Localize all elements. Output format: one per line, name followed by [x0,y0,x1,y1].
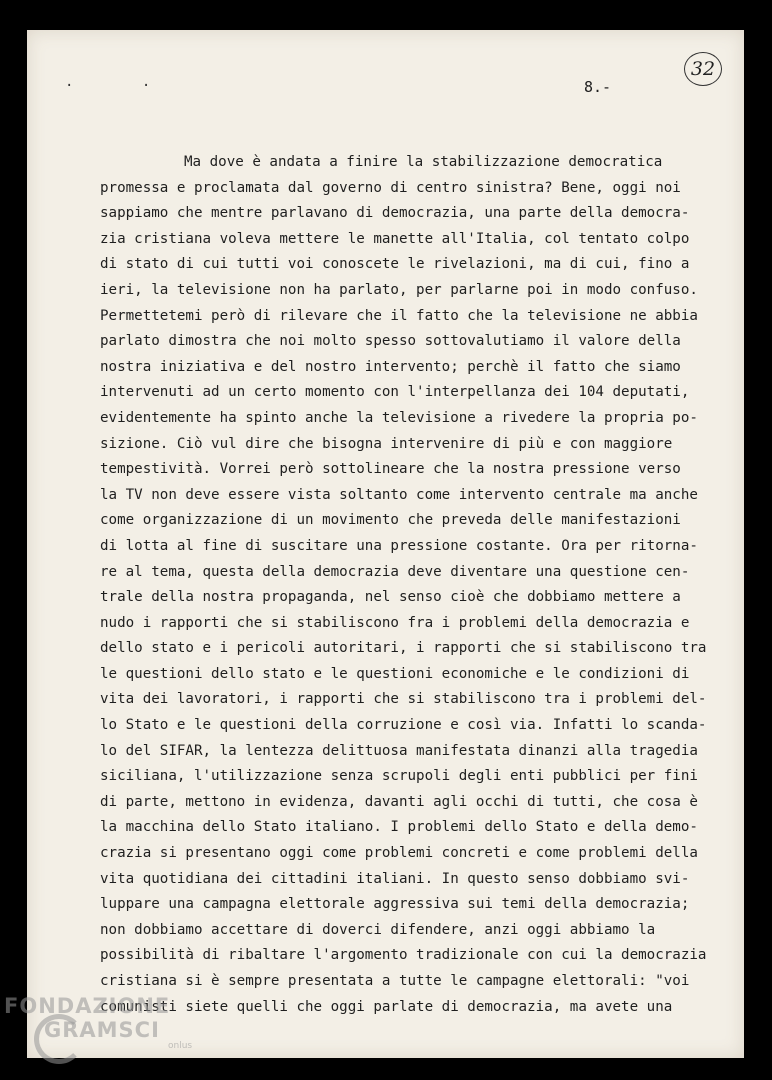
text-line: nostra iniziativa e del nostro intervento; perchè il fatto che siamo [100,358,681,375]
text-line: possibilità di ribaltare l'argomento tradizionale con cui la democrazia [100,947,707,964]
page-number: 8.- [584,78,612,96]
text-line: trale della nostra propaganda, nel senso cioè che dobbiamo mettere a [100,589,681,606]
text-line: lo del SIFAR, la lentezza delittuosa manifestata dinanzi alla tragedia [100,742,698,759]
text-line: zia cristiana voleva mettere le manette all'Italia, col tentato colpo [100,230,690,247]
text-line: evidentemente ha spinto anche la televisione a rivedere la propria po- [100,409,698,426]
text-line: intervenuti ad un certo momento con l'interpellanza dei 104 deputati, [100,384,690,401]
text-line: comunisti siete quelli che oggi parlate di democrazia, ma avete una [100,998,673,1015]
text-line: di lotta al fine di suscitare una pressione costante. Ora per ritorna- [100,537,698,554]
text-line: vita quotidiana dei cittadini italiani. In questo senso dobbiamo svi- [100,870,690,887]
text-line: dello stato e i pericoli autoritari, i rapporti che si stabiliscono tra [100,640,707,657]
text-line: nudo i rapporti che si stabiliscono fra i problemi della democrazia e [100,614,690,631]
text-line: crazia si presentano oggi come problemi concreti e come problemi della [100,845,698,862]
text-line: siciliana, l'utilizzazione senza scrupoli degli enti pubblici per fini [100,768,698,785]
text-line: vita dei lavoratori, i rapporti che si stabiliscono tra i problemi del- [100,691,707,708]
text-line: tempestività. Vorrei però sottolineare che la nostra pressione verso [100,461,681,478]
text-line: sappiamo che mentre parlavano di democrazia, una parte della democra- [100,205,690,222]
margin-marks: . . [65,74,181,90]
text-line: Permettetemi però di rilevare che il fatto che la televisione ne abbia [100,307,698,324]
text-line: Ma dove è andata a finire la stabilizzazione democratica [184,154,663,170]
text-line: come organizzazione di un movimento che preveda delle manifestazioni [100,512,681,529]
watermark-line2: GRAMSCI [44,1018,160,1042]
text-line: ieri, la televisione non ha parlato, per parlarne poi in modo confuso. [100,281,698,298]
text-line: promessa e proclamata dal governo di centro sinistra? Bene, oggi noi [100,179,681,196]
text-line: sizione. Ciò vul dire che bisogna intervenire di più e con maggiore [100,435,673,452]
archive-stamp: 32 [684,52,722,86]
watermark-logo [4,994,193,1051]
text-line: parlato dimostra che noi molto spesso sottovalutiamo il valore della [100,333,681,350]
text-line: di parte, mettono in evidenza, davanti agli occhi di tutti, che cosa è [100,793,698,810]
text-line: cristiana si è sempre presentata a tutte le campagne elettorali: "voi [100,973,690,989]
text-line: re al tema, questa della democrazia deve diventare una questione cen- [100,563,690,580]
text-line: la macchina dello Stato italiano. I problemi dello Stato e della demo- [100,819,698,836]
text-line: non dobbiamo accettare di doverci difendere, anzi oggi abbiamo la [100,921,656,938]
document-page [27,30,744,1058]
document-body [100,150,710,1020]
watermark-g-icon [34,1014,84,1064]
text-line: lo Stato e le questioni della corruzione e così via. Infatti lo scanda- [100,717,707,734]
text-line: luppare una campagna elettorale aggressiva sui temi della democrazia; [100,896,690,913]
text-line: di stato di cui tutti voi conoscete le rivelazioni, ma di cui, fino a [100,256,690,273]
text-line: le questioni dello stato e le questioni economiche e le condizioni di [100,665,690,682]
watermark-line3: onlus [168,1041,193,1051]
watermark-line1: FONDAZIONE [4,994,171,1018]
text-line: la TV non deve essere vista soltanto come intervento centrale ma anche [100,486,698,503]
